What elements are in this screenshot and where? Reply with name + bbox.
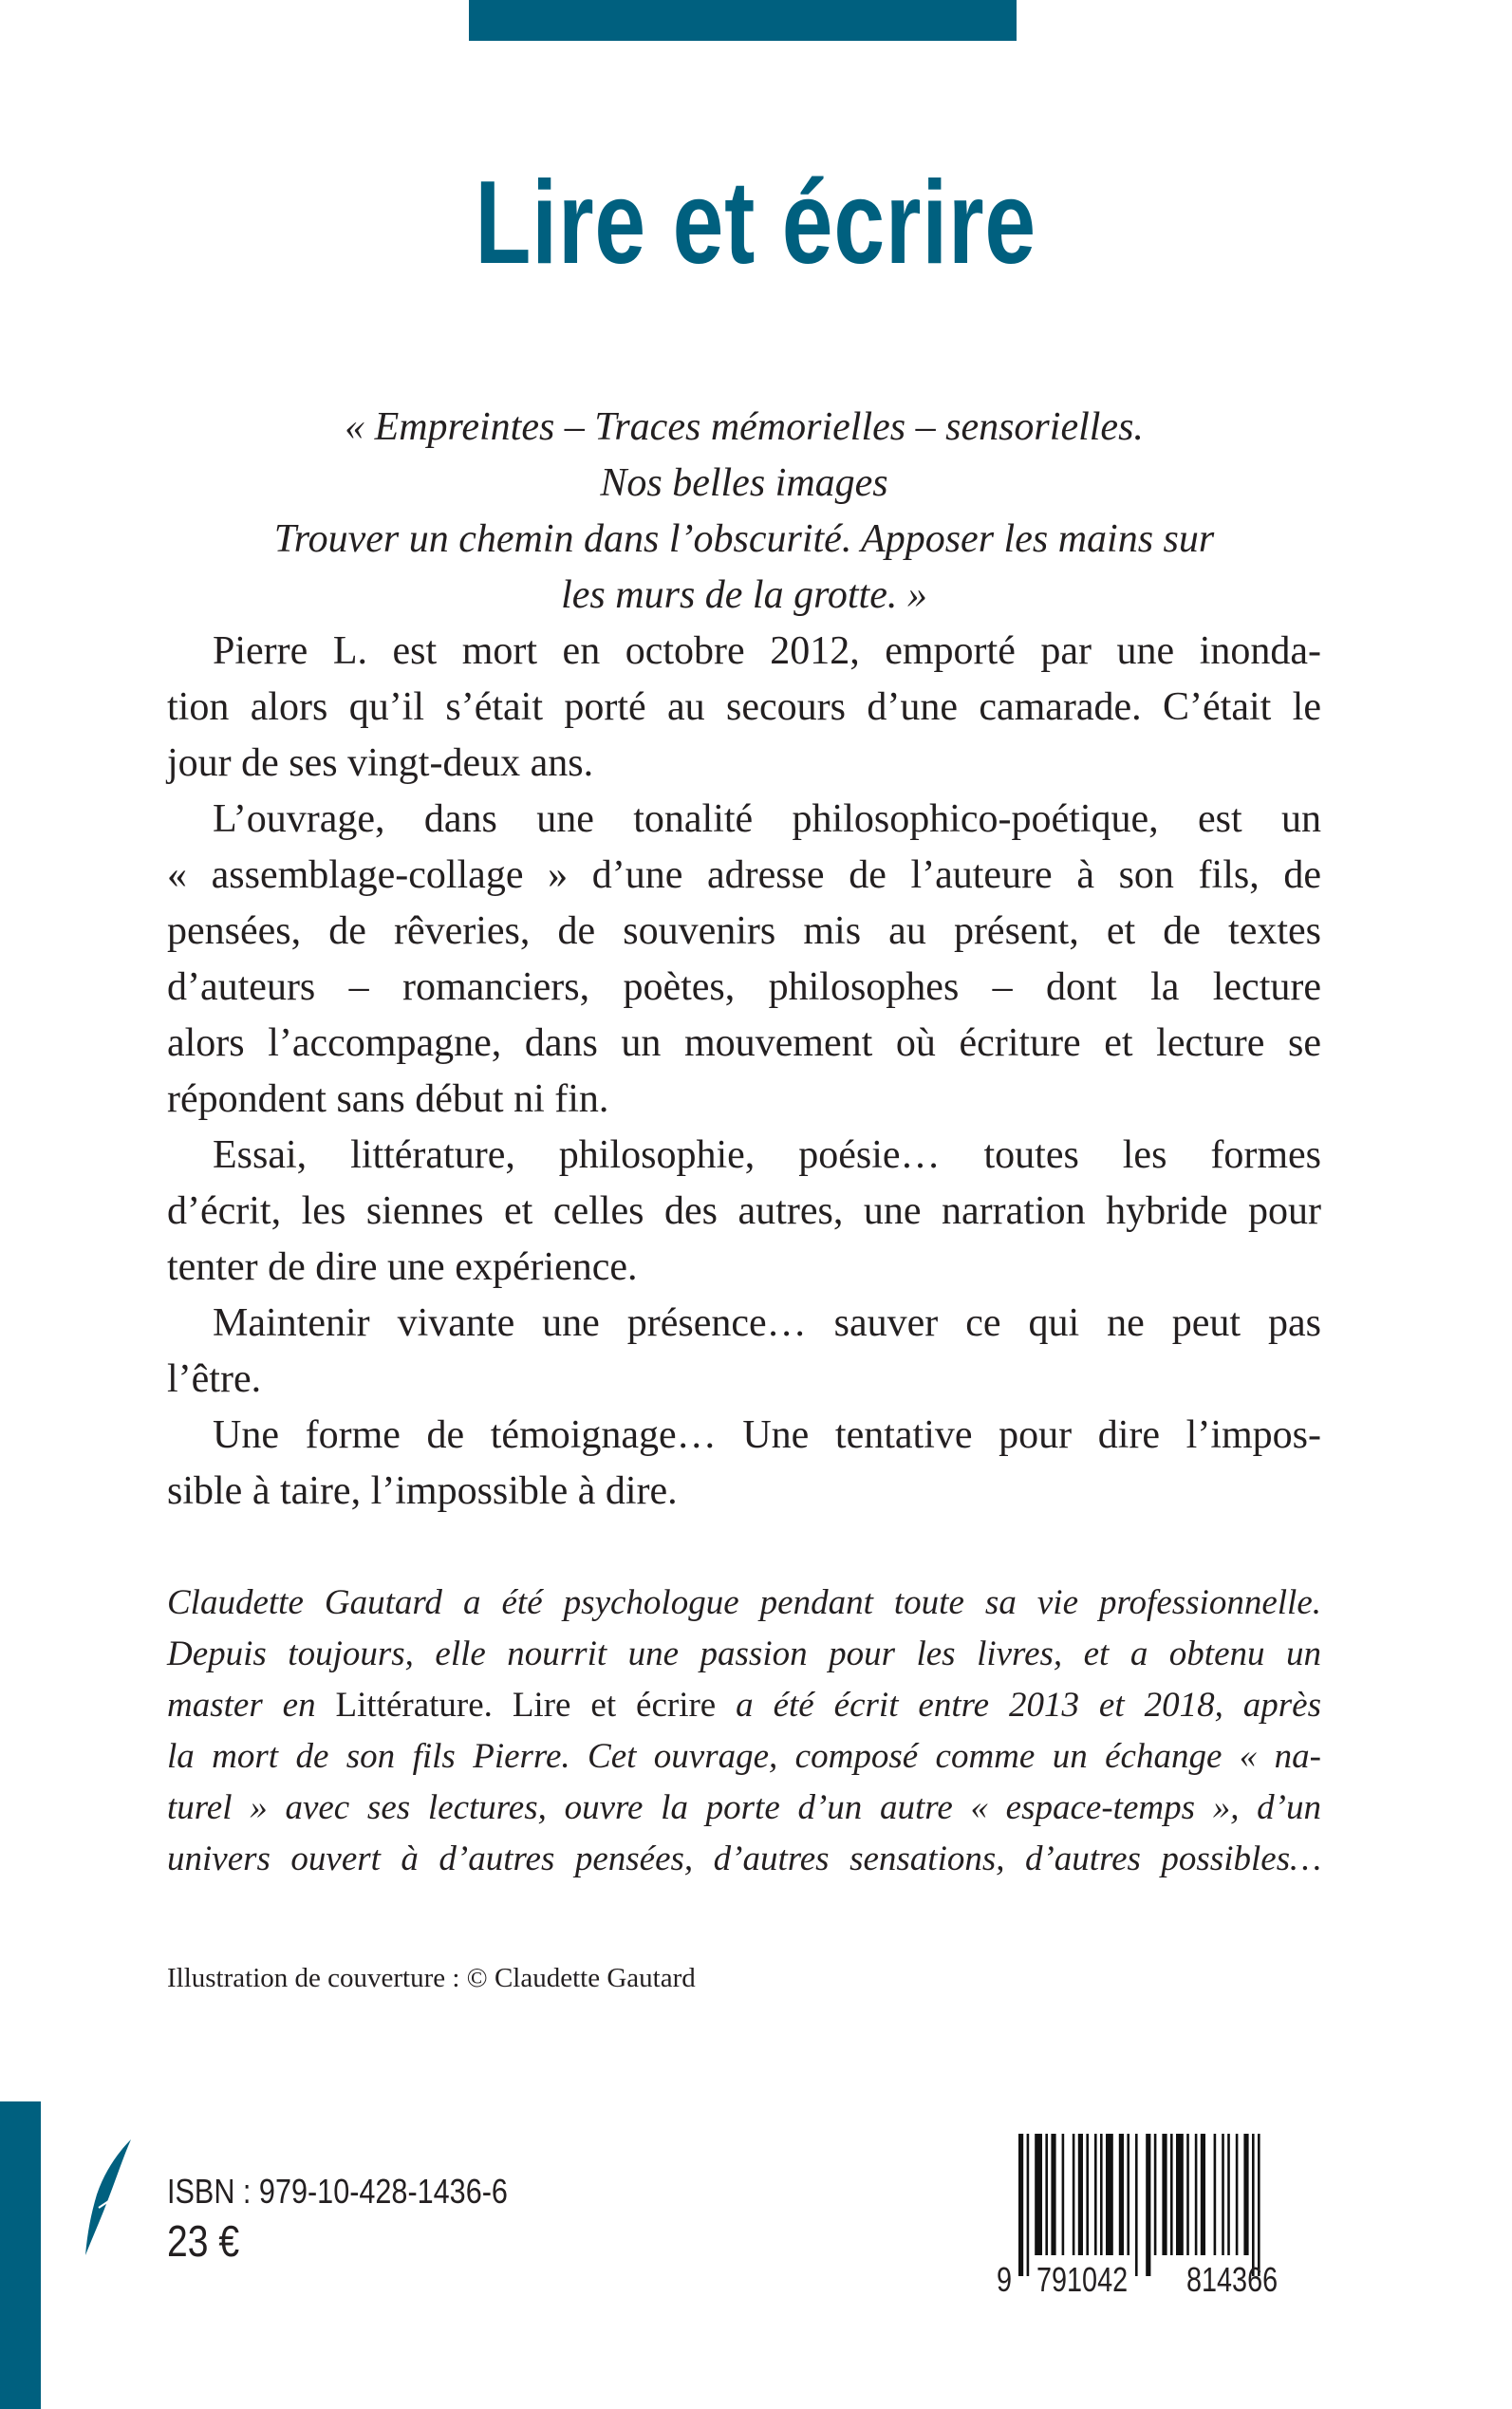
paragraph-line: tion alors qu’il s’était porté au secours d’une camarade. C’était le — [167, 685, 1321, 729]
barcode-bar — [1227, 2134, 1230, 2255]
paragraph-line: « assemblage-collage » d’une adresse de l’auteure à son fils, de — [167, 853, 1321, 897]
barcode-bar — [1119, 2134, 1124, 2255]
paragraph-line: jour de ses vingt-deux ans. — [167, 741, 594, 785]
barcode-digit-first: 9 — [997, 2260, 1013, 2299]
bio-line: la mort de son fils Pierre. Cet ouvrage, composé comme un échange « na- — [167, 1737, 1321, 1776]
paragraph-line: tenter de dire une expérience. — [167, 1245, 638, 1289]
barcode-bar — [1045, 2134, 1048, 2255]
barcode-bar — [1201, 2134, 1205, 2255]
back-cover-text — [167, 400, 1321, 1520]
book-title-inline: Littérature. Lire et écrire — [335, 1686, 717, 1725]
barcode-bar — [1162, 2134, 1167, 2255]
barcode-bar — [1243, 2134, 1248, 2255]
summary-paragraphs — [167, 624, 1321, 1520]
barcode-bar — [1100, 2134, 1103, 2255]
epigraph-quote — [167, 400, 1321, 624]
bio-line: Depuis toujours, elle nourrit une passion pour les livres, et a obtenu un — [167, 1634, 1321, 1673]
barcode-guard-bar — [1146, 2134, 1150, 2276]
barcode-bar — [1035, 2134, 1042, 2255]
bio-line: Claudette Gautard a été psychologue pendant toute sa vie professionnelle. — [167, 1583, 1321, 1622]
barcode-digits-left: 791042 — [1036, 2260, 1129, 2299]
barcode-bar — [1170, 2134, 1173, 2255]
barcode-bar — [1154, 2134, 1157, 2255]
paragraph-line: d’auteurs – romanciers, poètes, philosophes – dont la lecture — [167, 965, 1321, 1009]
barcode-bar — [1051, 2134, 1055, 2255]
quote-line: « Empreintes – Traces mémorielles – sensorielles. — [345, 405, 1144, 449]
paragraph-line: répondent sans début ni fin. — [167, 1077, 609, 1121]
barcode-bar — [1186, 2134, 1189, 2255]
paragraph-line: alors l’accompagne, dans un mouvement où écriture et lecture se — [167, 1021, 1321, 1065]
paragraph-line: l’être. — [167, 1357, 262, 1401]
spine-color-band — [0, 2101, 41, 2409]
barcode-bar — [1106, 2134, 1113, 2255]
barcode-bar — [1222, 2134, 1224, 2255]
barcode-bar — [1078, 2134, 1083, 2255]
author-bio — [167, 1578, 1321, 1885]
isbn: ISBN : 979-10-428-1436-6 — [167, 2172, 508, 2211]
top-color-band — [469, 0, 1017, 41]
paragraph-line: sible à taire, l’impossible à dire. — [167, 1469, 678, 1513]
barcode-bar — [1236, 2134, 1239, 2255]
barcode-bar — [1127, 2134, 1129, 2255]
barcode-bar — [1214, 2134, 1217, 2255]
barcode-guard-bar — [1018, 2134, 1023, 2276]
barcode-bar — [1094, 2134, 1097, 2255]
quote-line: les murs de la grotte. » — [561, 573, 927, 617]
illustration-credit: Illustration de couverture : © Claudette Gautard — [167, 1963, 696, 1993]
book-title: Lire et écrire — [475, 158, 1037, 289]
barcode-guard-bar — [1135, 2134, 1138, 2276]
bio-line: univers ouvert à d’autres pensées, d’autres sensations, d’autres possibles… — [167, 1839, 1321, 1878]
paragraph-line: Pierre L. est mort en octobre 2012, emporté par une inonda- — [213, 629, 1321, 673]
quote-line: Nos belles images — [600, 461, 888, 505]
barcode-bar — [1195, 2134, 1198, 2255]
paragraph-line: Maintenir vivante une présence… sauver ce qui ne peut pas — [213, 1301, 1321, 1345]
barcode-guard-bar — [1027, 2134, 1030, 2276]
paragraph-line: L’ouvrage, dans une tonalité philosophico-poétique, est un — [213, 797, 1321, 841]
barcode-digits-right: 814366 — [1186, 2260, 1279, 2299]
paragraph-line: Essai, littérature, philosophie, poésie… toutes les formes — [213, 1133, 1321, 1177]
paragraph-line: pensées, de rêveries, de souvenirs mis au présent, et de textes — [167, 909, 1321, 953]
bio-line: turel » avec ses lectures, ouvre la porte d’un autre « espace-temps », d’un — [167, 1788, 1321, 1827]
feather-logo-icon — [82, 2138, 135, 2257]
bio-line: master en Littérature. Lire et écrire a été écrit entre 2013 et 2018, après — [167, 1686, 1321, 1725]
barcode-guard-bar — [1258, 2134, 1260, 2276]
barcode-bar — [1073, 2134, 1075, 2255]
barcode-bar — [1176, 2134, 1184, 2255]
paragraph-line: d’écrit, les siennes et celles des autres, une narration hybride pour — [167, 1189, 1321, 1233]
quote-line: Trouver un chemin dans l’obscurité. Apposer les mains sur — [273, 517, 1215, 561]
barcode-guard-bar — [1252, 2134, 1255, 2276]
paragraph-line: Une forme de témoignage… Une tentative pour dire l’impos- — [213, 1413, 1321, 1457]
price: 23 € — [167, 2216, 240, 2266]
barcode-bar — [1062, 2134, 1065, 2255]
barcode-bar — [1086, 2134, 1089, 2255]
